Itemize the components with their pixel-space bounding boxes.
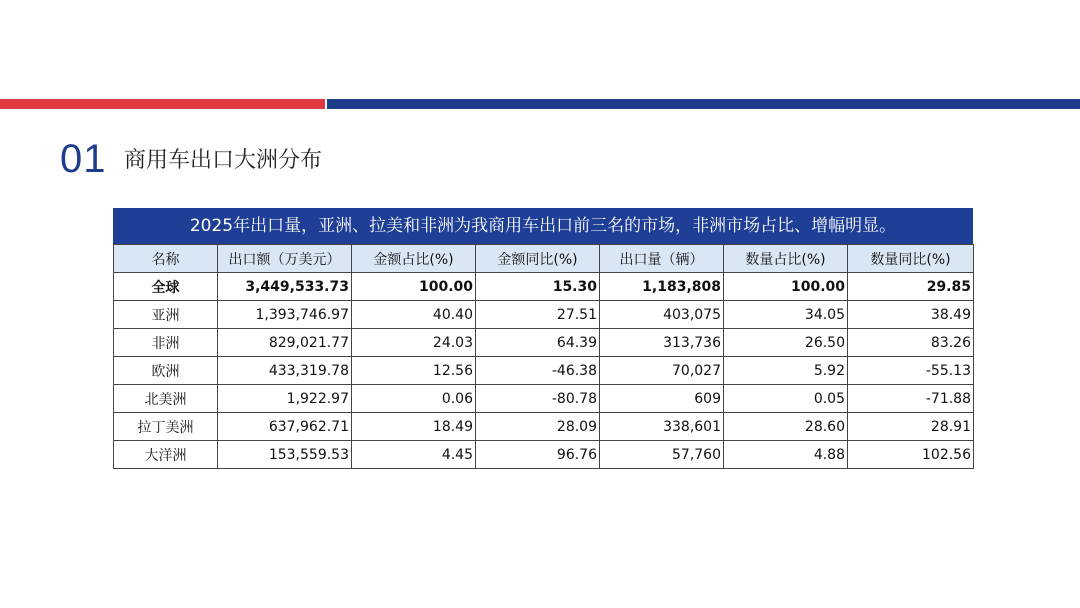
- cell-export-value: 3,449,533.73: [218, 273, 352, 301]
- cell-name: 亚洲: [114, 301, 218, 329]
- table-caption: 2025年出口量，亚洲、拉美和非洲为我商用车出口前三名的市场，非洲市场占比、增幅明显。: [113, 208, 973, 244]
- cell-export-volume: 609: [600, 385, 724, 413]
- header-export-value: 出口额（万美元）: [218, 245, 352, 273]
- cell-value-share: 18.49: [352, 413, 476, 441]
- cell-value-yoy: 96.76: [476, 441, 600, 469]
- cell-value-yoy: 27.51: [476, 301, 600, 329]
- cell-value-share: 24.03: [352, 329, 476, 357]
- cell-export-volume: 338,601: [600, 413, 724, 441]
- cell-volume-yoy: -71.88: [848, 385, 974, 413]
- cell-name: 北美洲: [114, 385, 218, 413]
- cell-export-volume: 313,736: [600, 329, 724, 357]
- table-row: [114, 357, 974, 385]
- cell-export-value: 433,319.78: [218, 357, 352, 385]
- cell-value-share: 4.45: [352, 441, 476, 469]
- section-title: 商用车出口大洲分布: [124, 148, 323, 173]
- section-number: 01: [60, 137, 107, 181]
- cell-volume-yoy: 28.91: [848, 413, 974, 441]
- cell-export-value: 637,962.71: [218, 413, 352, 441]
- cell-value-yoy: 15.30: [476, 273, 600, 301]
- cell-volume-share: 28.60: [724, 413, 848, 441]
- cell-volume-yoy: -55.13: [848, 357, 974, 385]
- table-row-total: [114, 273, 974, 301]
- cell-volume-yoy: 83.26: [848, 329, 974, 357]
- cell-value-share: 40.40: [352, 301, 476, 329]
- cell-export-value: 1,393,746.97: [218, 301, 352, 329]
- cell-volume-share: 100.00: [724, 273, 848, 301]
- cell-volume-share: 34.05: [724, 301, 848, 329]
- cell-volume-yoy: 29.85: [848, 273, 974, 301]
- cell-export-volume: 1,183,808: [600, 273, 724, 301]
- accent-bar-red: [0, 99, 325, 109]
- cell-value-share: 100.00: [352, 273, 476, 301]
- table-row: [114, 413, 974, 441]
- cell-export-value: 153,559.53: [218, 441, 352, 469]
- table-row: [114, 385, 974, 413]
- cell-value-yoy: 64.39: [476, 329, 600, 357]
- header-export-volume: 出口量（辆）: [600, 245, 724, 273]
- cell-export-volume: 57,760: [600, 441, 724, 469]
- export-table: [113, 244, 974, 469]
- export-table-container: [113, 208, 973, 469]
- cell-export-value: 1,922.97: [218, 385, 352, 413]
- cell-export-volume: 403,075: [600, 301, 724, 329]
- cell-name: 非洲: [114, 329, 218, 357]
- cell-value-yoy: -46.38: [476, 357, 600, 385]
- header-name: 名称: [114, 245, 218, 273]
- header-value-yoy: 金额同比(%): [476, 245, 600, 273]
- cell-volume-share: 4.88: [724, 441, 848, 469]
- table-row: [114, 329, 974, 357]
- header-volume-yoy: 数量同比(%): [848, 245, 974, 273]
- table-header-row: [114, 245, 974, 273]
- cell-name: 拉丁美洲: [114, 413, 218, 441]
- cell-volume-share: 5.92: [724, 357, 848, 385]
- header-value-share: 金额占比(%): [352, 245, 476, 273]
- table-row: [114, 441, 974, 469]
- table-row: [114, 301, 974, 329]
- cell-volume-share: 26.50: [724, 329, 848, 357]
- cell-export-value: 829,021.77: [218, 329, 352, 357]
- cell-value-share: 0.06: [352, 385, 476, 413]
- cell-name: 欧洲: [114, 357, 218, 385]
- cell-value-yoy: 28.09: [476, 413, 600, 441]
- cell-export-volume: 70,027: [600, 357, 724, 385]
- cell-name: 大洋洲: [114, 441, 218, 469]
- cell-volume-yoy: 38.49: [848, 301, 974, 329]
- cell-volume-yoy: 102.56: [848, 441, 974, 469]
- cell-value-share: 12.56: [352, 357, 476, 385]
- header-volume-share: 数量占比(%): [724, 245, 848, 273]
- cell-volume-share: 0.05: [724, 385, 848, 413]
- accent-bar-blue: [327, 99, 1080, 109]
- cell-value-yoy: -80.78: [476, 385, 600, 413]
- cell-name: 全球: [114, 273, 218, 301]
